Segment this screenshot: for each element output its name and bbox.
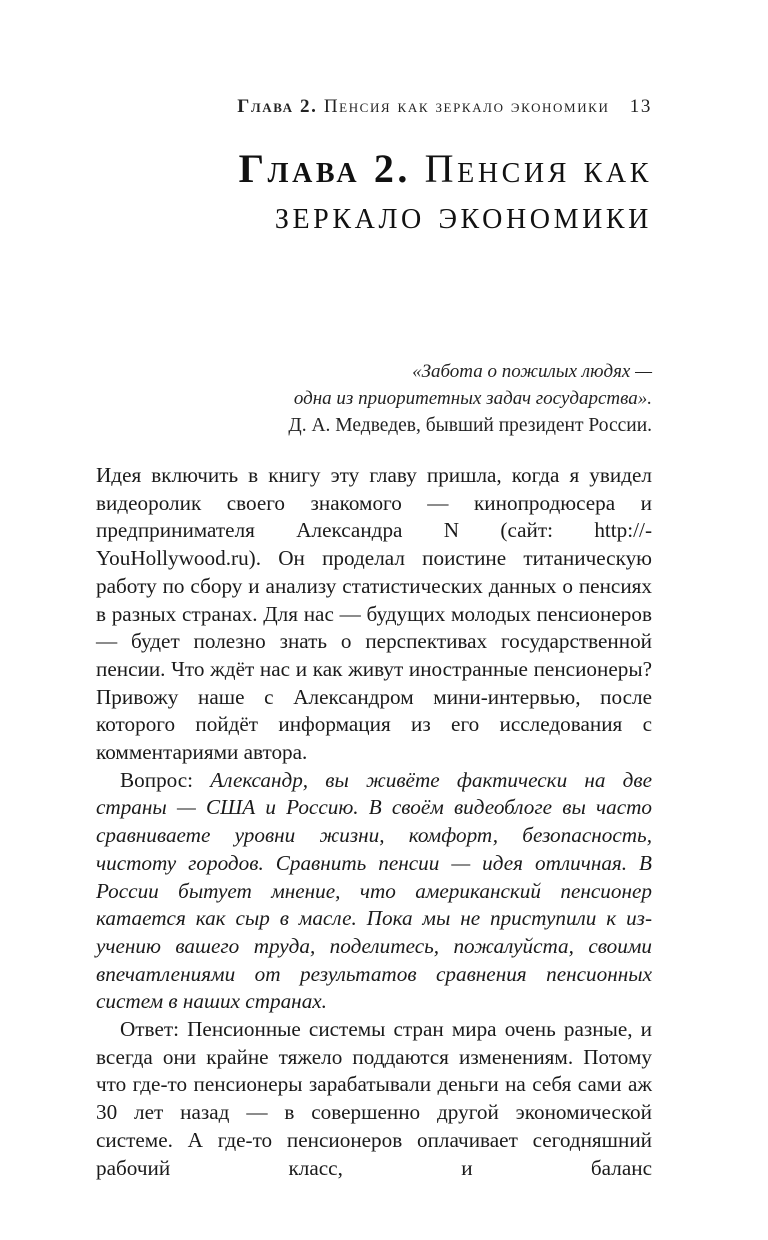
running-head-chapter-label: Глава 2. [237, 96, 318, 117]
running-head-chapter-name: Пенсия как зеркало экономики [323, 96, 610, 117]
page-number: 13 [629, 96, 652, 117]
paragraph-intro: Идея включить в книгу эту главу пришла, когда я увидел видеоролик своего знакомого — кинопродюсера и предпринимателя Александра N (сайт: http://YouHollywood.ru). Он проделал поистине титаническую работу по сбору и анализу статистических данных о пенсиях в разных странах. Для нас — будущих молодых пенсионеров — будет полезно знать о перспективах государственной пенсии. Что ждёт нас и как живут иностранные пенсионеры? Привожу наше с Александром мини-интервью, после которого пойдёт информация из его исследования с комментариями автора. [96, 463, 652, 765]
epigraph [96, 358, 652, 439]
paragraph-question [96, 767, 652, 1016]
chapter-title-line2: зеркало экономики [274, 192, 652, 237]
paragraph-answer [96, 1016, 652, 1182]
epigraph-line-1: «Забота о пожилых людях — [412, 361, 652, 382]
answer-text: Пенсионные системы стран мира очень разные, и всегда они крайне тяжело поддаются изменениям. Потому что где-то пенсионеры зарабатывали деньги на себя сами аж 30 лет назад — в совершенно другой экономической системе. А где-то пенсионеров оплачивает сегодняшний рабочий класс, и баланс [96, 1017, 652, 1180]
epigraph-author: Д. А. Медведев, бывший президент России. [288, 415, 652, 436]
epigraph-line-2: одна из приоритетных задач государства». [293, 388, 652, 409]
question-text: Александр, вы живёте фактически на две страны — США и Россию. В своём видеоблоге вы часто сравниваете уровни жизни, комфорт, безопасность, чистоту городов. Сравнить пенсии — идея отличная. В России бытует мнение, что американский пенсионер катается как сыр в масле. Пока мы не приступили к изучению вашего труда, поделитесь, пожалуйста, своими впечатлениями от результатов сравнения пенсионных систем в наших странах. [96, 767, 653, 1014]
question-label: Вопрос: [120, 767, 194, 792]
running-head [96, 96, 652, 118]
body-text [96, 462, 652, 1182]
chapter-title-label: Глава 2. [238, 146, 412, 191]
chapter-title [96, 146, 652, 238]
answer-label: Ответ: [120, 1017, 179, 1042]
chapter-title-line1: Пенсия как [424, 146, 652, 191]
